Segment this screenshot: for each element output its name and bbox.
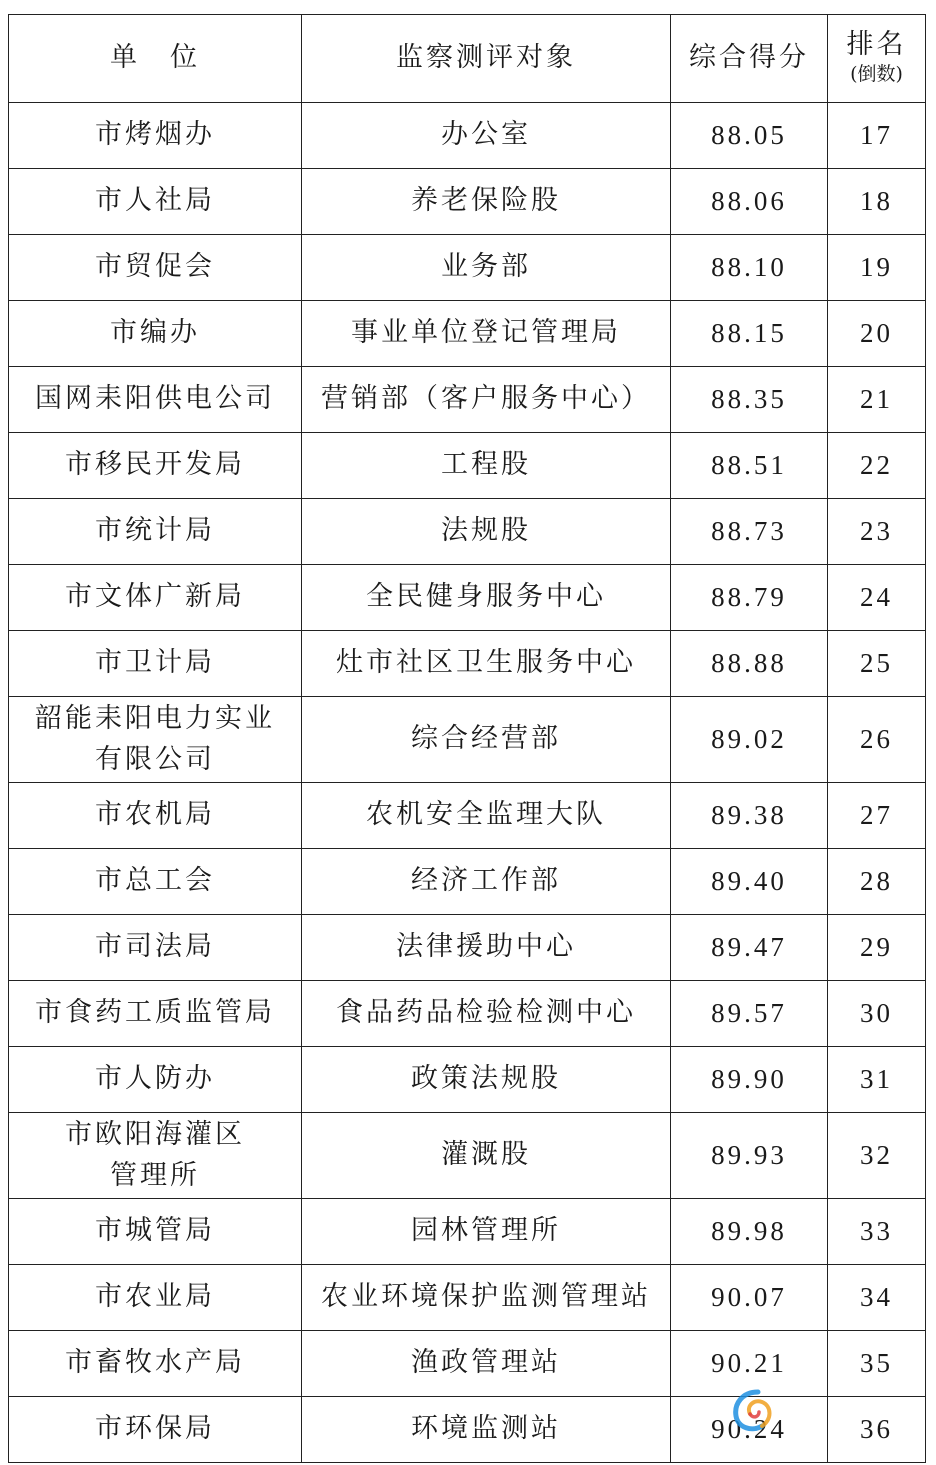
unit-cell: 市司法局 xyxy=(9,915,302,981)
table-row xyxy=(9,433,926,499)
rank-cell: 21 xyxy=(828,367,926,433)
rank-cell: 26 xyxy=(828,697,926,783)
unit-cell: 市环保局 xyxy=(9,1397,302,1463)
score-cell: 88.73 xyxy=(671,499,828,565)
rank-cell: 33 xyxy=(828,1199,926,1265)
score-cell: 89.40 xyxy=(671,849,828,915)
score-cell: 89.02 xyxy=(671,697,828,783)
unit-cell xyxy=(9,1113,302,1199)
score-cell: 89.98 xyxy=(671,1199,828,1265)
score-cell: 88.05 xyxy=(671,103,828,169)
table-row xyxy=(9,1265,926,1331)
score-cell: 89.57 xyxy=(671,981,828,1047)
table-row xyxy=(9,235,926,301)
target-cell: 法规股 xyxy=(302,499,671,565)
table-row xyxy=(9,849,926,915)
table-row xyxy=(9,103,926,169)
rank-cell: 24 xyxy=(828,565,926,631)
unit-cell: 市人社局 xyxy=(9,169,302,235)
rank-cell: 28 xyxy=(828,849,926,915)
table-row xyxy=(9,301,926,367)
rank-cell: 30 xyxy=(828,981,926,1047)
rank-cell: 23 xyxy=(828,499,926,565)
unit-cell: 市统计局 xyxy=(9,499,302,565)
table-row xyxy=(9,367,926,433)
table-row xyxy=(9,1199,926,1265)
target-cell: 灌溉股 xyxy=(302,1113,671,1199)
rank-cell: 20 xyxy=(828,301,926,367)
target-cell: 法律援助中心 xyxy=(302,915,671,981)
score-cell: 88.15 xyxy=(671,301,828,367)
rank-cell: 29 xyxy=(828,915,926,981)
score-cell: 90.24 xyxy=(671,1397,828,1463)
rank-cell: 25 xyxy=(828,631,926,697)
table-row xyxy=(9,565,926,631)
unit-cell: 国网耒阳供电公司 xyxy=(9,367,302,433)
score-cell: 89.90 xyxy=(671,1047,828,1113)
score-cell: 89.93 xyxy=(671,1113,828,1199)
header-score: 综合得分 xyxy=(671,15,828,103)
target-cell: 事业单位登记管理局 xyxy=(302,301,671,367)
score-cell: 89.47 xyxy=(671,915,828,981)
target-cell: 业务部 xyxy=(302,235,671,301)
unit-cell: 市贸促会 xyxy=(9,235,302,301)
target-cell: 食品药品检验检测中心 xyxy=(302,981,671,1047)
header-rank xyxy=(828,15,926,103)
rank-cell: 22 xyxy=(828,433,926,499)
header-rank-note: (倒数) xyxy=(850,63,903,86)
unit-line-1: 韶能耒阳电力实业 xyxy=(35,703,275,734)
table-header-row xyxy=(9,15,926,103)
target-cell: 农业环境保护监测管理站 xyxy=(302,1265,671,1331)
unit-cell: 市城管局 xyxy=(9,1199,302,1265)
unit-cell: 市烤烟办 xyxy=(9,103,302,169)
unit-cell: 市文体广新局 xyxy=(9,565,302,631)
rank-cell: 31 xyxy=(828,1047,926,1113)
rank-cell: 17 xyxy=(828,103,926,169)
score-cell: 88.10 xyxy=(671,235,828,301)
rank-cell: 36 xyxy=(828,1397,926,1463)
table-row xyxy=(9,1113,926,1199)
table-row xyxy=(9,169,926,235)
unit-cell: 市畜牧水产局 xyxy=(9,1331,302,1397)
table-row xyxy=(9,499,926,565)
target-cell: 经济工作部 xyxy=(302,849,671,915)
score-cell: 88.06 xyxy=(671,169,828,235)
target-cell: 营销部（客户服务中心） xyxy=(302,367,671,433)
target-cell: 养老保险股 xyxy=(302,169,671,235)
target-cell: 渔政管理站 xyxy=(302,1331,671,1397)
table-row xyxy=(9,631,926,697)
unit-line-1: 市欧阳海灌区 xyxy=(65,1119,245,1150)
rank-cell: 35 xyxy=(828,1331,926,1397)
document-page xyxy=(8,14,926,1463)
score-table xyxy=(8,14,926,1463)
header-target: 监察测评对象 xyxy=(302,15,671,103)
table-row xyxy=(9,915,926,981)
target-cell: 政策法规股 xyxy=(302,1047,671,1113)
unit-cell: 市农业局 xyxy=(9,1265,302,1331)
rank-cell: 32 xyxy=(828,1113,926,1199)
score-cell: 90.21 xyxy=(671,1331,828,1397)
unit-cell: 市卫计局 xyxy=(9,631,302,697)
score-cell: 88.88 xyxy=(671,631,828,697)
rank-cell: 27 xyxy=(828,783,926,849)
score-cell: 88.35 xyxy=(671,367,828,433)
unit-line-2: 有限公司 xyxy=(95,743,215,775)
rank-cell: 34 xyxy=(828,1265,926,1331)
unit-cell xyxy=(9,697,302,783)
target-cell: 灶市社区卫生服务中心 xyxy=(302,631,671,697)
unit-cell: 市编办 xyxy=(9,301,302,367)
unit-cell: 市食药工质监管局 xyxy=(9,981,302,1047)
target-cell: 农机安全监理大队 xyxy=(302,783,671,849)
target-cell: 全民健身服务中心 xyxy=(302,565,671,631)
score-cell: 90.07 xyxy=(671,1265,828,1331)
score-cell: 89.38 xyxy=(671,783,828,849)
unit-line-2: 管理所 xyxy=(110,1159,200,1191)
rank-cell: 19 xyxy=(828,235,926,301)
table-row xyxy=(9,981,926,1047)
unit-cell: 市农机局 xyxy=(9,783,302,849)
table-row xyxy=(9,697,926,783)
header-unit: 单 位 xyxy=(9,15,302,103)
table-row xyxy=(9,1047,926,1113)
unit-cell: 市总工会 xyxy=(9,849,302,915)
target-cell: 环境监测站 xyxy=(302,1397,671,1463)
target-cell: 工程股 xyxy=(302,433,671,499)
target-cell: 办公室 xyxy=(302,103,671,169)
rank-cell: 18 xyxy=(828,169,926,235)
table-row xyxy=(9,783,926,849)
swirl-logo-icon xyxy=(728,1386,788,1436)
target-cell: 园林管理所 xyxy=(302,1199,671,1265)
score-cell: 88.79 xyxy=(671,565,828,631)
header-rank-label: 排名 xyxy=(846,29,907,60)
unit-cell: 市人防办 xyxy=(9,1047,302,1113)
target-cell: 综合经营部 xyxy=(302,697,671,783)
score-cell: 88.51 xyxy=(671,433,828,499)
unit-cell: 市移民开发局 xyxy=(9,433,302,499)
